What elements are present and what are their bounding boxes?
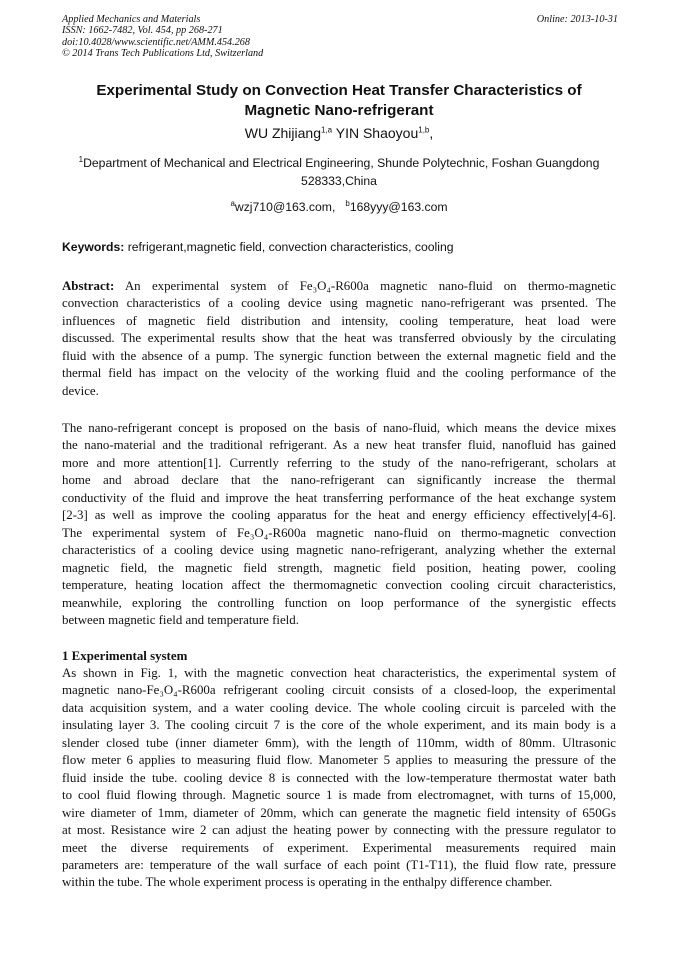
email-mark: b xyxy=(345,198,350,208)
abstract-line: Abstract: An experimental system of Fe₃O₄-R600a magnetic nano-fluid on thermo-magnetic xyxy=(62,279,616,293)
abstract xyxy=(62,278,616,400)
intro-line: home and abroad declare that the nano-refrigerant can significantly increase the thermal xyxy=(62,473,616,488)
abstract-line: device. xyxy=(62,383,99,398)
email-address[interactable]: wzj710@163.com, xyxy=(234,200,336,214)
section-line: flow meter 6 applies to measuring fluid flow. Manometer 5 applies to measuring the pressure of the xyxy=(62,753,616,768)
author-list-end: , xyxy=(429,125,434,141)
section-line: insulating layer 3. The cooling circuit 7 is the core of the whole experiment, and its main body is a xyxy=(62,718,616,733)
intro-line: The nano-refrigerant concept is proposed on the basis of nano-fluid, which means the device mixes xyxy=(62,421,616,435)
title-line: Magnetic Nano-refrigerant xyxy=(244,102,434,119)
copyright-line: © 2014 Trans Tech Publications Ltd, Switzerland xyxy=(62,48,264,60)
keywords xyxy=(62,239,618,255)
abstract-line: convection characteristics of a cooling device using magnetic nano-refrigerant was prsented. The xyxy=(62,296,616,311)
affiliation-mark: 1 xyxy=(78,154,84,164)
abstract-line: thermal field has impact on the velocity of the working fluid and the cooling performance of the xyxy=(62,366,616,381)
intro-line: characteristics of a cooling device using magnetic nano-refrigerant, analyzing whether the external xyxy=(62,543,616,558)
intro-line: between magnetic field and temperature field. xyxy=(62,612,299,627)
intro-line: The experimental system of Fe₃O₄-R600a magnetic nano-fluid on thermo-magnetic convection xyxy=(62,525,616,540)
paper-title xyxy=(62,81,616,121)
author-affiliation-mark: 1,a xyxy=(320,125,333,135)
affiliation xyxy=(62,155,616,190)
author-name: YIN Shaoyou xyxy=(332,125,419,141)
keywords-text: refrigerant,magnetic field, convection characteristics, cooling xyxy=(124,240,454,254)
issn-line: ISSN: 1662-7482, Vol. 454, pp 268-271 xyxy=(62,25,223,37)
abstract-line: influences of magnetic field distribution and intensity, cooling temperature, heat load were xyxy=(62,313,616,328)
affiliation-postcode: 528333,China xyxy=(301,173,377,188)
section-line: magnetic nano-Fe₃O₄-R600a refrigerant cooling circuit consists of a closed-loop, the experimental xyxy=(62,683,616,698)
online-date: Online: 2013-10-31 xyxy=(536,14,618,25)
section-line: to cool fluid flowing through. Magnetic source 1 is made from electromagnet, with turns of 15,000, xyxy=(62,788,616,803)
abstract-line: fluid with the absence of a pump. The synergic function between the external magnetic field and the xyxy=(62,348,616,363)
section-line: meet the diverse requirements of experiment. Experimental measurements required main xyxy=(62,840,616,855)
section-line: As shown in Fig. 1, with the magnetic convection heat characteristics, the experimental system of xyxy=(62,666,616,680)
journal-name: Applied Mechanics and Materials xyxy=(62,14,201,25)
section-line: slender closed tube (inner diameter 6mm), with the length of 110mm, width of 80mm. Ultrasonic xyxy=(62,735,616,750)
section-heading: 1 Experimental system xyxy=(62,649,188,663)
intro-line: magnetic field, the magnetic field strength, magnetic field position, heating power, cooling xyxy=(62,560,616,575)
section-body xyxy=(62,665,616,892)
section-line: parameters are: temperature of the wall surface of each point (T1-T11), the fluid flow rate, pressure xyxy=(62,857,616,872)
author-emails xyxy=(62,199,616,215)
intro-line: more and more attention[1]. Currently referring to the study of the nano-refrigerant, scholars at xyxy=(62,455,616,470)
publication-header xyxy=(62,14,618,60)
email-mark: a xyxy=(230,198,235,208)
intro-line: meanwhile, exploring the controlling function on loop performance of the synergistic effects xyxy=(62,595,616,610)
author-list xyxy=(62,124,616,142)
author-name: WU Zhijiang xyxy=(244,125,321,141)
section-line: data acquisition system, and a water cooling device. The whole cooling circuit is parceled with the xyxy=(62,700,616,715)
author-affiliation-mark: 1,b xyxy=(418,125,430,135)
email-address[interactable]: 168yyy@163.com xyxy=(349,200,448,214)
abstract-line: discussed. The experimental results show that the heat was transferred obviously by the circulating xyxy=(62,331,616,346)
intro-line: the nano-material and the traditional refrigerant. As a new heat transfer fluid, nanofluid has gained xyxy=(62,438,616,453)
affiliation-text: Department of Mechanical and Electrical Engineering, Shunde Polytechnic, Foshan Guangdong xyxy=(83,156,600,170)
intro-line: temperature, heating location affect the thermomagnetic convection cooling circuit characteristics, xyxy=(62,578,616,593)
section-line: at most. Resistance wire 2 can adjust the heating power by connecting with the pressure regulator to xyxy=(62,823,616,838)
section-line: fluid inside the tube. cooling device 8 is connected with the low-temperature thermostat water bath xyxy=(62,770,616,785)
abstract-label: Abstract: xyxy=(62,279,115,293)
title-line: Experimental Study on Convection Heat Transfer Characteristics of xyxy=(96,82,582,99)
doi-line: doi:10.4028/www.scientific.net/AMM.454.268 xyxy=(62,36,250,48)
intro-line: conductivity of the fluid and improve the heat transferring performance of the heat exchange system xyxy=(62,490,616,505)
section-line: wire diameter of 1mm, diameter of 20mm, which can generate the magnetic field intensity of 650Gs xyxy=(62,805,616,820)
introduction xyxy=(62,420,616,629)
keywords-label: Keywords: xyxy=(62,240,125,254)
intro-line: [2-3] as well as improve the cooling apparatus for the heat and energy efficiency effectively[4-6]. xyxy=(62,508,616,523)
section-line: within the tube. The whole experiment process is operating in the enthalpy difference chamber. xyxy=(62,875,553,890)
